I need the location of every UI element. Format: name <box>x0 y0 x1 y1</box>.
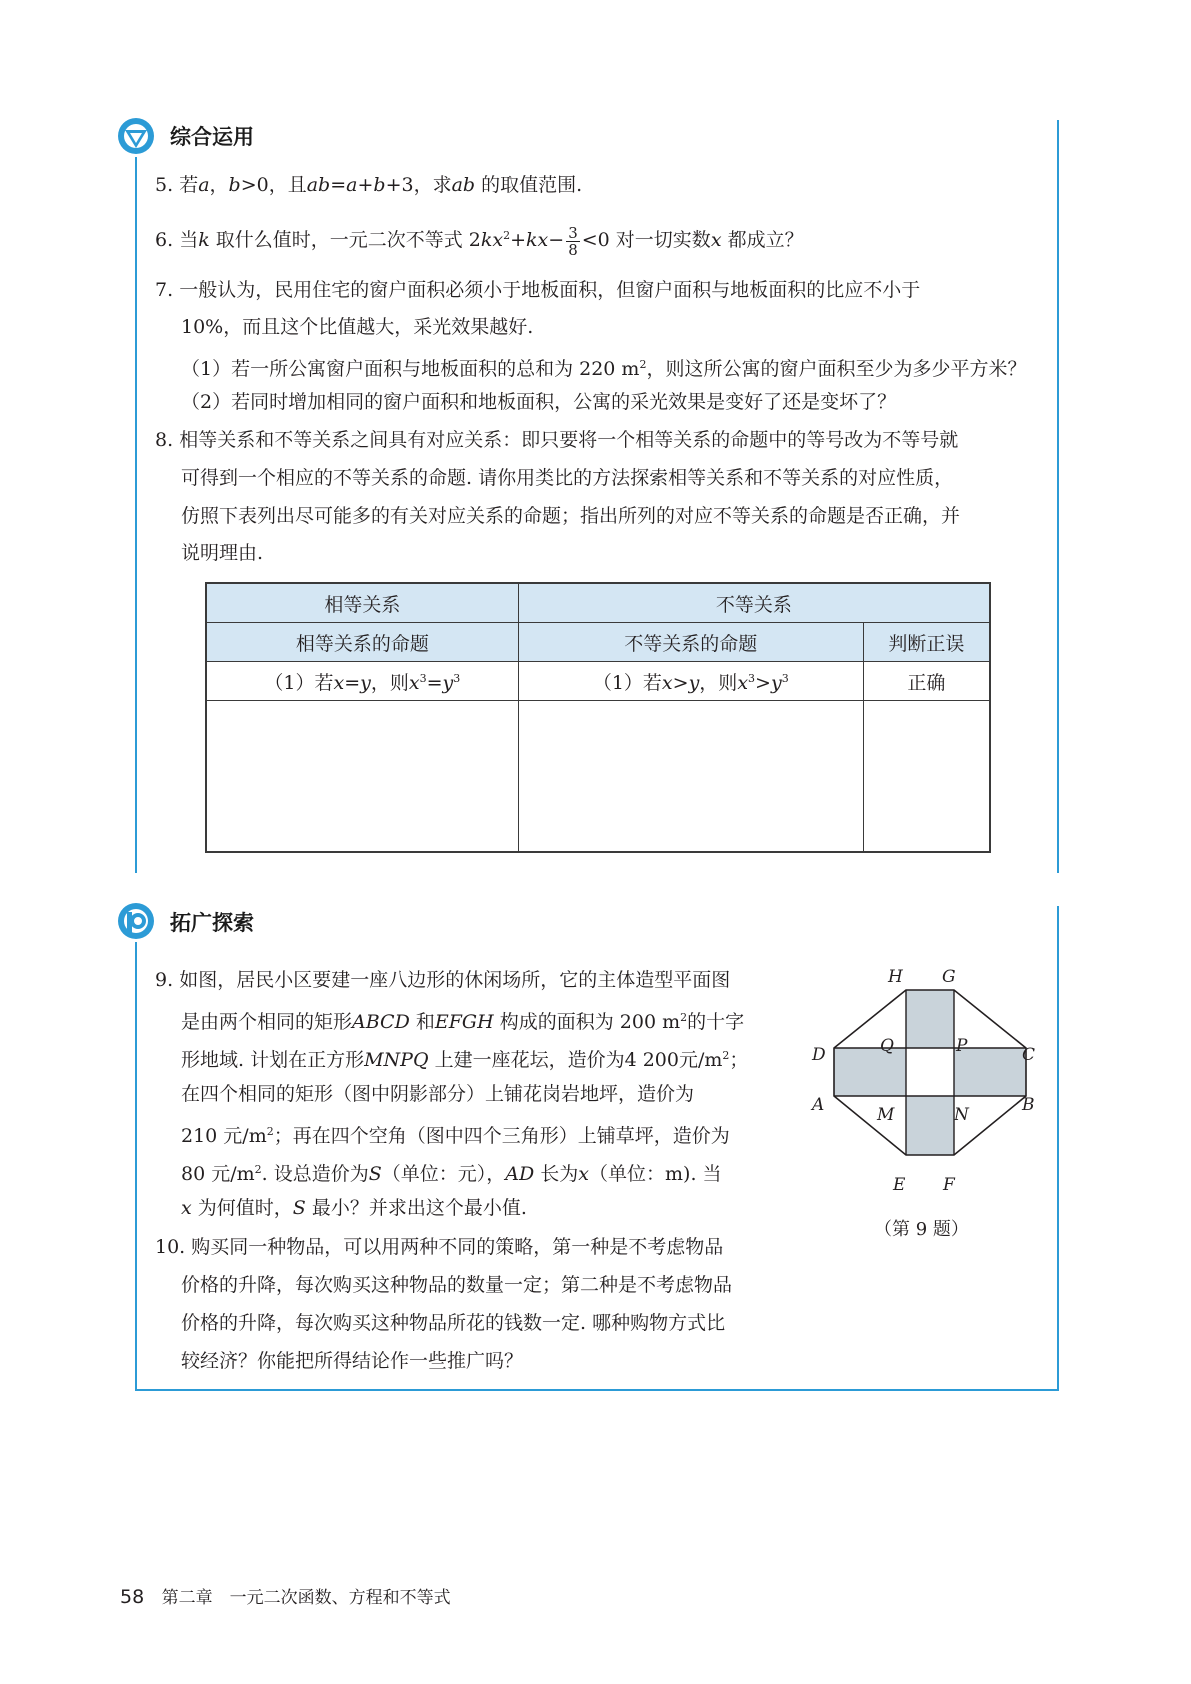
section-icon-explore <box>117 902 155 940</box>
question-7-line1: 7. 一般认为，民用住宅的窗户面积必须小于地板面积，但窗户面积与地板面积的比应不小于 <box>155 279 921 301</box>
label-H: H <box>888 967 903 987</box>
fraction-3-8: $\frac{3}{8}$ <box>568 223 578 259</box>
question-7-sub2: （2）若同时增加相同的窗户面积和地板面积，公寓的采光效果是变好了还是变坏了？ <box>181 391 897 413</box>
label-E: E <box>893 1175 906 1195</box>
question-10-line1: 10. 购买同一种物品，可以用两种不同的策略，第一种是不考虑物品 <box>155 1236 724 1258</box>
question-9-line2: 是由两个相同的矩形ABCD 和EFGH 构成的面积为 200 $m^2$的十字 <box>181 1011 745 1033</box>
label-B: B <box>1022 1095 1035 1115</box>
figure-caption: （第 9 题） <box>874 1219 969 1240</box>
label-F: F <box>943 1175 955 1195</box>
frame-left-2 <box>135 942 137 1391</box>
question-9-line4: 在四个相同的矩形（图中阴影部分）上铺花岗岩地坪，造价为 <box>181 1083 695 1105</box>
question-10-line2: 价格的升降，每次购买这种物品的数量一定；第二种是不考虑物品 <box>181 1274 733 1296</box>
octagon-cross-figure <box>810 965 1040 1205</box>
chapter-title: 第二章 一元二次函数、方程和不等式 <box>161 1588 451 1608</box>
question-5: 5. 若a，b>0，且ab=a+b+3，求ab 的取值范围. <box>155 174 583 196</box>
question-10-line3: 价格的升降，每次购买这种物品所花的钱数一定. 哪种购物方式比 <box>181 1312 726 1334</box>
question-7-line2: 10%，而且这个比值越大，采光效果越好. <box>181 316 534 338</box>
question-8-line3: 仿照下表列出尽可能多的有关对应关系的命题；指出所列的对应不等关系的命题是否正确，并 <box>181 505 961 527</box>
page-footer <box>120 1583 451 1608</box>
section-title-comprehensive: 综合运用 <box>170 125 254 149</box>
question-9-line7: x 为何值时，S 最小？并求出这个最小值. <box>181 1197 527 1219</box>
page-number: 58 <box>120 1586 145 1608</box>
header-inequality: 不等关系 <box>518 583 990 623</box>
frame-right-2 <box>1057 906 1059 1391</box>
cell-judgement-1: 正确 <box>863 662 990 701</box>
question-8-line1: 8. 相等关系和不等关系之间具有对应关系：即只要将一个相等关系的命题中的等号改为不等号就 <box>155 429 959 451</box>
label-C: C <box>1022 1045 1036 1065</box>
header-equality-proposition: 相等关系的命题 <box>206 623 518 662</box>
frame-bottom-2 <box>135 1389 1059 1391</box>
cell-equality-1: （1）若x=y，则$x^3=y^3$ <box>206 662 518 701</box>
question-9-line3: 形地域. 计划在正方形MNPQ 上建一座花坛，造价为4 200元$/m^2$； <box>181 1049 749 1071</box>
question-8-line2: 可得到一个相应的不等关系的命题. 请你用类比的方法探索相等关系和不等关系的对应性质， <box>181 467 954 489</box>
shade-left <box>834 1048 906 1096</box>
cell-empty-c <box>863 701 990 853</box>
shade-bottom <box>906 1096 954 1155</box>
cell-inequality-1: （1）若x>y，则$x^3>y^3$ <box>518 662 863 701</box>
section-icon-comprehensive <box>117 117 155 155</box>
question-9-line5: 210 元$/m^2$；再在四个空角（图中四个三角形）上铺草坪，造价为 <box>181 1125 730 1147</box>
shade-top <box>906 990 954 1048</box>
header-judgement: 判断正误 <box>863 623 990 662</box>
section-title-explore: 拓广探索 <box>170 911 254 935</box>
frame-right-1 <box>1057 120 1059 873</box>
label-D: D <box>812 1045 826 1065</box>
label-Q: Q <box>880 1036 894 1056</box>
label-P: P <box>956 1036 968 1056</box>
question-9-line6: 80 元$/m^2$. 设总造价为S（单位：元），AD 长为x（单位：m). 当 <box>181 1163 722 1185</box>
label-M: M <box>877 1105 895 1125</box>
frame-left-1 <box>135 157 137 873</box>
label-A: A <box>812 1095 825 1115</box>
question-7-sub1: （1）若一所公寓窗户面积与地板面积的总和为 220 $m^2$，则这所公寓的窗户面积至少为多少平方米？ <box>181 358 1027 380</box>
cell-empty-b <box>518 701 863 853</box>
question-6: 6. 当k 取什么值时，一元二次不等式 $2kx^2+kx-$ $\frac{3}{8}$ <0 对一切实数x 都成立？ <box>155 223 804 259</box>
header-inequality-proposition: 不等关系的命题 <box>518 623 863 662</box>
header-equality: 相等关系 <box>206 583 518 623</box>
question-9-line1: 9. 如图，居民小区要建一座八边形的休闲场所，它的主体造型平面图 <box>155 969 731 991</box>
cell-empty-a <box>206 701 518 853</box>
question-8-line4: 说明理由. <box>181 542 264 564</box>
question-10-line4: 较经济？你能把所得结论作一些推广吗？ <box>181 1350 524 1372</box>
label-N: N <box>954 1105 969 1125</box>
relation-table <box>205 582 991 853</box>
label-G: G <box>942 967 956 987</box>
